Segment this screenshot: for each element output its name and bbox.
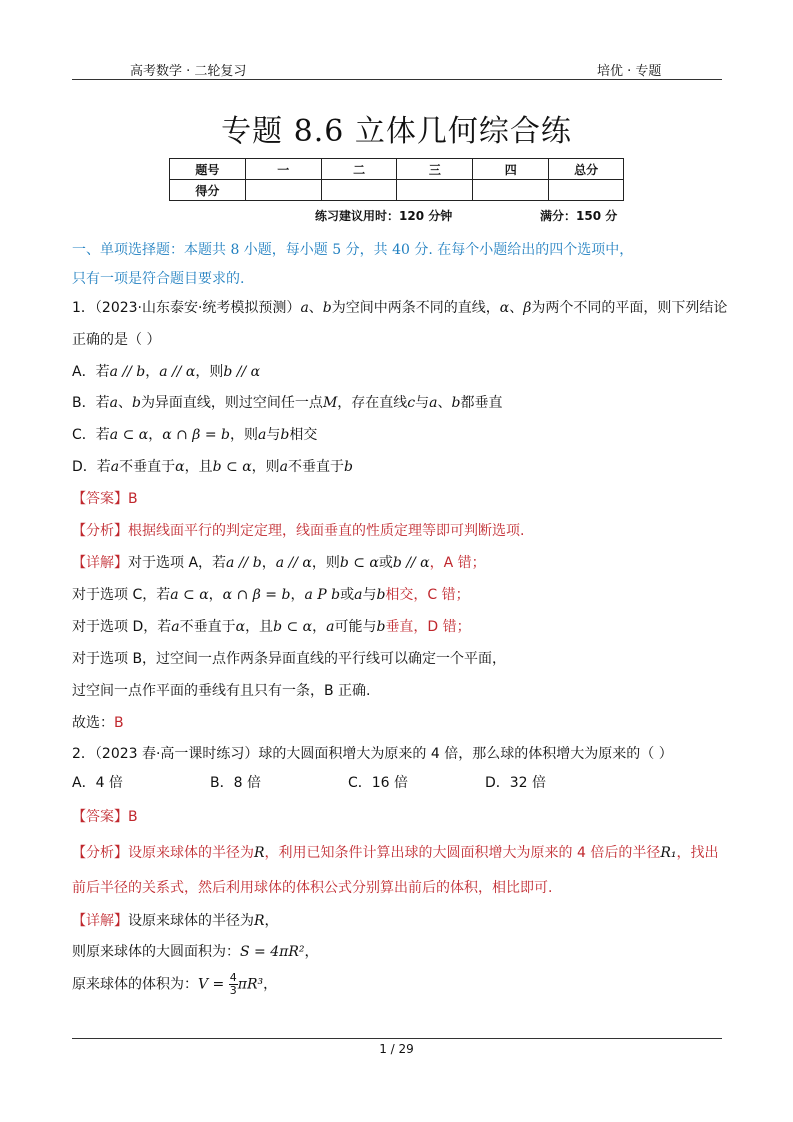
- math: a ⊂ α: [109, 427, 149, 443]
- text: ，且: [184, 459, 213, 475]
- score-cell-empty: [549, 180, 624, 201]
- math: a // b: [109, 364, 146, 380]
- text: ，则: [311, 555, 340, 571]
- header-rule: [72, 79, 722, 80]
- section-heading-line1: 一、单项选择题：本题共 8 小题，每小题 5 分，共 40 分. 在每个小题给出的四个选项中，: [72, 242, 634, 258]
- math: b: [280, 427, 290, 443]
- math: a: [279, 459, 289, 475]
- text: 设原来球体的半径为: [128, 845, 254, 861]
- text: 不垂直于: [119, 459, 176, 475]
- math: b: [344, 459, 353, 475]
- text: 不垂直于: [179, 619, 236, 635]
- text: 设原来球体的半径为: [128, 913, 254, 929]
- section-heading-line2: 只有一项是符合题目要求的.: [72, 271, 245, 287]
- q1-stem-line2: 正确的是（ ）: [72, 332, 161, 348]
- text: ，找出: [676, 845, 719, 861]
- math: a // b: [226, 555, 262, 571]
- q1-detail-line2: 对于选项 C，若a ⊂ α，α ∩ β = b，a P b或a与b相交，C 错；: [72, 587, 470, 603]
- q2-detail-line1: [72, 910, 722, 930]
- denominator: 3: [229, 984, 237, 997]
- math: b // α: [223, 364, 261, 380]
- math: R: [254, 913, 265, 929]
- text: 则原来球体的大圆面积为：: [72, 944, 240, 960]
- text: 不垂直于: [288, 459, 345, 475]
- text: 为空间中两条不同的直线，: [331, 300, 500, 316]
- q2-option-d: D．32 倍: [485, 775, 547, 791]
- math: a: [110, 459, 120, 475]
- text: D．若: [72, 459, 111, 475]
- math: b: [376, 619, 386, 635]
- q1-answer: [72, 488, 722, 508]
- math: a // α: [159, 364, 196, 380]
- text: 对于选项 C，若: [72, 587, 171, 603]
- math: α: [235, 619, 246, 635]
- q2-detail-volume: [72, 972, 722, 997]
- score-table-score-row: [170, 180, 624, 201]
- text: ，利用已知条件计算出球的大圆面积增大为原来的 4 倍后的半径: [264, 845, 661, 861]
- text: 、: [308, 300, 323, 316]
- text: 或: [340, 587, 355, 603]
- text: 与: [266, 427, 281, 443]
- text: 与: [415, 395, 430, 411]
- q2-option-c: C．16 倍: [348, 775, 409, 791]
- score-cell: 得分: [170, 180, 246, 201]
- text: ，存在直线: [337, 395, 408, 411]
- fraction: [229, 972, 238, 997]
- q1-option-d: [72, 456, 722, 476]
- math: a ⊂ α: [170, 587, 209, 603]
- math: α: [499, 300, 510, 316]
- math: M: [322, 395, 338, 411]
- suggested-time: 练习建议用时：120 分钟: [315, 209, 453, 223]
- footer-rule: [72, 1038, 722, 1039]
- q2-answer: [72, 806, 722, 826]
- text: ，: [304, 944, 319, 960]
- text: 都垂直: [460, 395, 503, 411]
- score-cell: 题号: [170, 159, 246, 180]
- math: a // α: [275, 555, 312, 571]
- answer-value: B: [128, 809, 138, 825]
- math: b ⊂ α: [339, 555, 379, 571]
- math: α ∩ β = b: [162, 427, 230, 443]
- text: 、: [509, 300, 524, 316]
- header-right: 培优 · 专题: [597, 64, 662, 79]
- math: S = 4πR²: [240, 944, 305, 960]
- math: β: [523, 300, 532, 316]
- analysis-tag: 【分析】: [72, 845, 128, 861]
- math: a: [258, 427, 267, 443]
- answer-tag: 【答案】: [72, 809, 128, 825]
- score-table: [169, 158, 624, 201]
- q1-source: 1．（2023·山东泰安·统考模拟预测）: [72, 300, 301, 316]
- q1-detail-line3: 对于选项 D，若a不垂直于α，且b ⊂ α，a可能与b垂直，D 错；: [72, 619, 471, 635]
- math: b: [131, 395, 141, 411]
- text: 为两个不同的平面，则下列结论: [531, 300, 728, 316]
- full-score: 满分：150 分: [540, 209, 618, 223]
- math: α ∩ β = b: [222, 587, 291, 603]
- score-cell-empty: [245, 180, 321, 201]
- math: a: [354, 587, 363, 603]
- math: a: [429, 395, 438, 411]
- text: 与: [362, 587, 377, 603]
- math: b: [376, 587, 386, 603]
- math: R₁: [660, 845, 677, 861]
- q1-detail-line1: 【详解】对于选项 A，若a // b，a // α，则b ⊂ α或b // α，A 错；: [72, 555, 486, 571]
- text: 对于选项 D，若: [72, 619, 172, 635]
- math: b: [451, 395, 461, 411]
- text: A．若: [72, 364, 110, 380]
- math: a: [109, 395, 118, 411]
- q2-stem: 2．（2023 春·高一课时练习）球的大圆面积增大为原来的 4 倍，那么球的体积增大为原来的（ ）: [72, 746, 673, 762]
- math: c: [407, 395, 416, 411]
- analysis-text: 根据线面平行的判定定理，线面垂直的性质定理等即可判断选项.: [128, 523, 525, 539]
- q1-analysis: [72, 520, 722, 540]
- math: b // α: [392, 555, 430, 571]
- q1-detail-line4: 对于选项 B，过空间一点作两条异面直线的平行线可以确定一个平面，: [72, 651, 507, 667]
- detail-tag: 【详解】: [72, 555, 128, 571]
- q1-choose: [72, 712, 722, 732]
- text: C．若: [72, 427, 110, 443]
- math: α: [175, 459, 185, 475]
- text: ，: [264, 913, 279, 929]
- math: a: [300, 300, 309, 316]
- q1-option-c: C．若a ⊂ α，α ∩ β = b，则a与b相交: [72, 427, 318, 443]
- text: ，则: [251, 459, 280, 475]
- page-title: 专题 8.6 立体几何综合练: [221, 114, 572, 149]
- score-cell-empty: [321, 180, 397, 201]
- text: ，: [263, 976, 278, 993]
- header-left: 高考数学 · 二轮复习: [130, 64, 247, 79]
- numerator: 4: [229, 971, 237, 984]
- math: a: [171, 619, 180, 635]
- math: πR³: [237, 976, 264, 993]
- text: 相交，C 错；: [385, 587, 470, 603]
- math: R: [254, 845, 265, 861]
- text: 相交: [289, 427, 318, 443]
- score-cell-empty: [397, 180, 473, 201]
- score-cell: 二: [321, 159, 397, 180]
- math: b ⊂ α: [212, 459, 252, 475]
- q1-stem: [72, 297, 728, 317]
- score-cell: 总分: [549, 159, 624, 180]
- math: a: [326, 619, 335, 635]
- q2-detail-area: [72, 941, 722, 961]
- score-cell: 四: [473, 159, 549, 180]
- q2-option-b: B．8 倍: [210, 775, 261, 791]
- text: ，且: [245, 619, 274, 635]
- text: 原来球体的体积为：: [72, 976, 198, 993]
- q1-option-b: B．若a、b为异面直线，则过空间任一点M，存在直线c与a、b都垂直: [72, 395, 503, 411]
- text: 为异面直线，则过空间任一点: [140, 395, 323, 411]
- detail-tag: 【详解】: [72, 913, 128, 929]
- page-number: 1 / 29: [379, 1042, 414, 1056]
- text: 对于选项 A，若: [128, 555, 227, 571]
- q2-option-a: A．4 倍: [72, 775, 123, 791]
- answer-tag: 【答案】: [72, 491, 128, 507]
- q1-detail-line5: 过空间一点作平面的垂线有且只有一条，B 正确.: [72, 683, 371, 699]
- score-table-header-row: [170, 159, 624, 180]
- score-cell-empty: [473, 180, 549, 201]
- choose-value: B: [114, 715, 124, 731]
- math: b ⊂ α: [273, 619, 313, 635]
- score-cell: 一: [245, 159, 321, 180]
- text: 垂直，D 错；: [385, 619, 471, 635]
- math: a P b: [304, 587, 341, 603]
- text: ，A 错；: [429, 555, 486, 571]
- text: 可能与: [334, 619, 377, 635]
- text: 故选：: [72, 715, 114, 731]
- answer-value: B: [128, 491, 138, 507]
- text: ，则: [195, 364, 224, 380]
- q2-analysis-line2: 前后半径的关系式，然后利用球体的体积公式分别算出前后的体积，相比即可.: [72, 880, 553, 896]
- math: V =: [198, 976, 225, 993]
- text: 或: [378, 555, 393, 571]
- q1-option-a: A．若a // b，a // α，则b // α: [72, 364, 261, 380]
- text: B．若: [72, 395, 110, 411]
- text: ，则: [230, 427, 258, 443]
- q2-analysis-line1: [72, 842, 722, 862]
- score-cell: 三: [397, 159, 473, 180]
- analysis-tag: 【分析】: [72, 523, 128, 539]
- math: b: [322, 300, 332, 316]
